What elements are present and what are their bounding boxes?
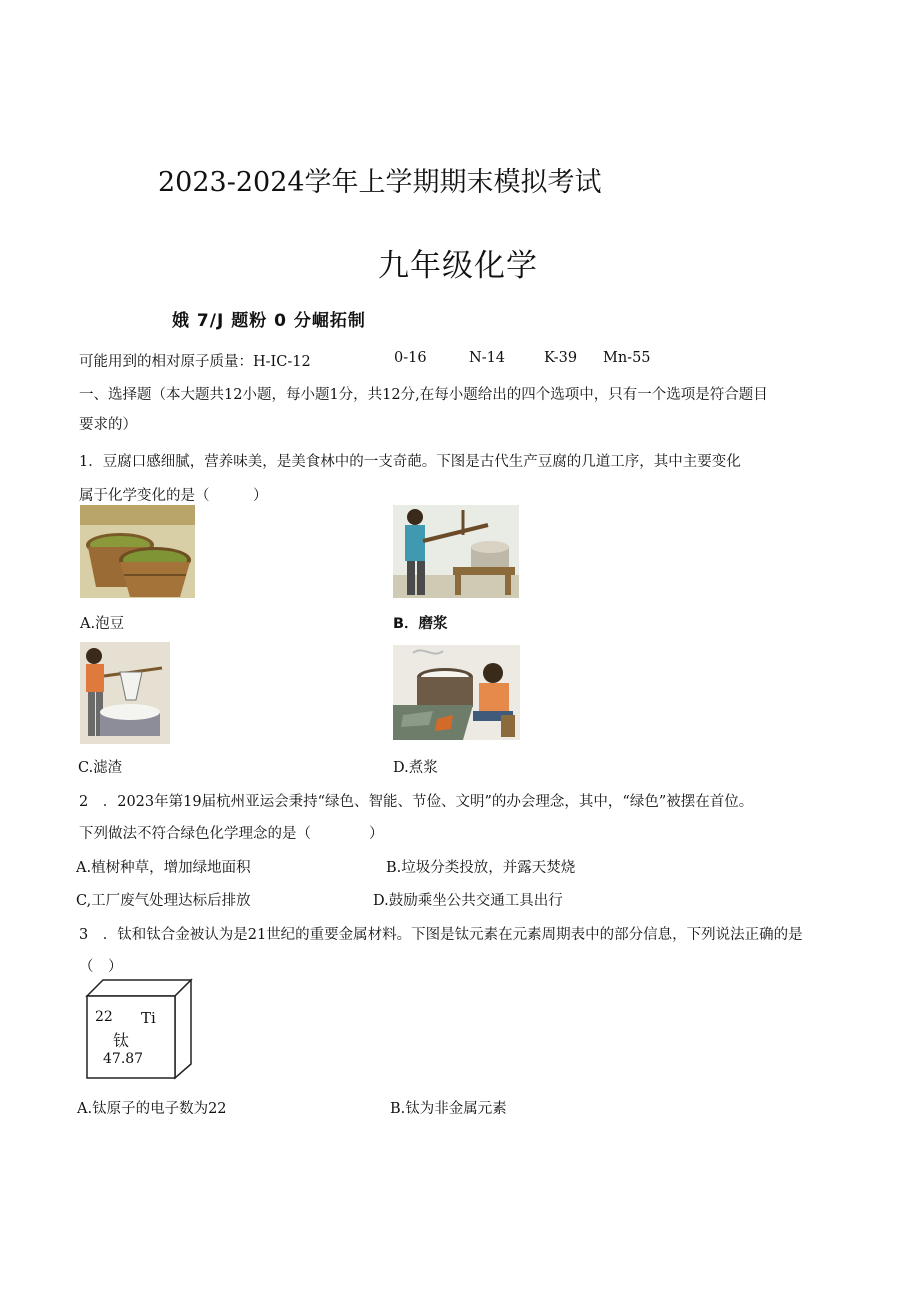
mass-k: K-39 (544, 350, 578, 366)
q1-option-a[interactable]: A.泡豆 (80, 616, 125, 632)
q2-option-d[interactable]: D.鼓励乘坐公共交通工具出行 (373, 893, 563, 909)
q3-option-a[interactable]: A.钛原子的电子数为22 (77, 1101, 227, 1117)
grinding-image (393, 505, 519, 598)
q2-stem-line2: 下列做法不符合绿色化学理念的是（ ） (79, 826, 384, 842)
boiling-image (393, 645, 520, 740)
q3-stem-line2: （ ） (79, 959, 123, 975)
element-number: 22 (95, 1009, 113, 1025)
q3-stem-line1: 3 ．钛和钛合金被认为是21世纪的重要金属材料。下图是钛元素在元素周期表中的部分信息，下列说法正确的是 (79, 927, 803, 943)
q1-stem-line2: 属于化学变化的是（ ） (79, 488, 268, 504)
q1-stem-line1: 1．豆腐口感细腻，营养味美，是美食林中的一支奇葩。下图是古代生产豆腐的几道工序，其中主要变化 (79, 454, 741, 470)
q2-option-c[interactable]: C,工厂废气处理达标后排放 (76, 893, 251, 909)
soaking-beans-image (80, 505, 195, 598)
atomic-mass-label: 可能用到的相对原子质量： (79, 354, 253, 370)
section-heading-line1: 一、选择题（本大题共12小题，每小题1分，共12分,在每小题给出的四个选项中，只有一个选项是符合题目 (79, 387, 768, 403)
q1-option-d[interactable]: D.煮浆 (393, 760, 438, 776)
mass-n: N-14 (469, 350, 506, 366)
mass-h-c: H-IC-12 (253, 354, 311, 370)
section-heading-line2: 要求的） (79, 417, 137, 433)
mass-mn: Mn-55 (603, 350, 651, 366)
mass-o: 0-16 (394, 350, 427, 366)
atomic-mass-line (79, 350, 311, 371)
q3-option-b[interactable]: B.钛为非金属元素 (390, 1101, 507, 1117)
q2-option-b[interactable]: B.垃圾分类投放，并露天焚烧 (386, 860, 576, 876)
q2-option-a[interactable]: A.植树种草，增加绿地面积 (76, 860, 251, 876)
element-name: 钛 (113, 1031, 130, 1050)
subject-title: 九年级化学 (378, 248, 538, 284)
q1-option-c[interactable]: C.滤渣 (78, 760, 123, 776)
titanium-element-card (85, 978, 193, 1080)
element-mass: 47.87 (103, 1051, 144, 1067)
q2-stem-line1: 2 ．2023年第19届杭州亚运会秉持“绿色、智能、节俭、文明”的办会理念，其中，“绿色”被摆在首位。 (79, 794, 754, 810)
element-symbol: Ti (141, 1009, 156, 1027)
exam-title: 2023-2024学年上学期期末模拟考试 (158, 167, 602, 198)
subtitle: 娥 7/J 题粉 0 分崛拓制 (172, 311, 366, 331)
q1-option-b[interactable]: B．磨浆 (393, 616, 448, 632)
filtering-image (80, 642, 170, 744)
